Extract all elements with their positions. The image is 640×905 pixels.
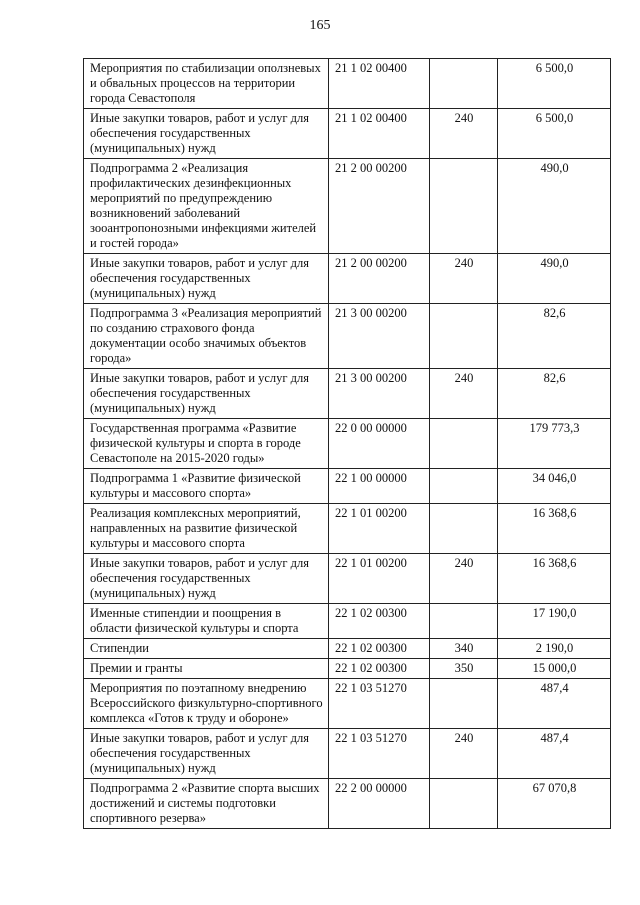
row-sum: 6 500,0	[498, 59, 611, 109]
table-row	[84, 469, 611, 504]
table-row	[84, 59, 611, 109]
row-sum: 16 368,6	[498, 504, 611, 554]
table-row	[84, 639, 611, 659]
row-expense-type	[430, 679, 498, 729]
row-sum: 16 368,6	[498, 554, 611, 604]
row-code: 22 1 02 00300	[329, 639, 430, 659]
table-row	[84, 504, 611, 554]
row-code: 22 1 02 00300	[329, 659, 430, 679]
row-code: 22 1 01 00200	[329, 504, 430, 554]
table-row	[84, 729, 611, 779]
row-name: Подпрограмма 3 «Реализация мероприятий по созданию страхового фонда документации особо значимых объектов города»	[84, 304, 329, 369]
table-row	[84, 419, 611, 469]
table-row	[84, 604, 611, 639]
row-name: Стипендии	[84, 639, 329, 659]
row-code: 21 2 00 00200	[329, 254, 430, 304]
row-code: 22 0 00 00000	[329, 419, 430, 469]
row-sum: 6 500,0	[498, 109, 611, 159]
budget-table	[83, 58, 611, 829]
table-row	[84, 109, 611, 159]
row-sum: 34 046,0	[498, 469, 611, 504]
row-expense-type	[430, 469, 498, 504]
row-code: 22 1 00 00000	[329, 469, 430, 504]
row-code: 22 1 03 51270	[329, 679, 430, 729]
row-expense-type: 240	[430, 369, 498, 419]
row-name: Иные закупки товаров, работ и услуг для обеспечения государственных (муниципальных) нужд	[84, 254, 329, 304]
row-name: Реализация комплексных мероприятий, направленных на развитие физической культуры и массового спорта	[84, 504, 329, 554]
table-row	[84, 554, 611, 604]
row-expense-type	[430, 504, 498, 554]
table-row	[84, 159, 611, 254]
row-name: Иные закупки товаров, работ и услуг для обеспечения государственных (муниципальных) нужд	[84, 109, 329, 159]
table-row	[84, 254, 611, 304]
row-expense-type	[430, 304, 498, 369]
row-code: 22 1 02 00300	[329, 604, 430, 639]
row-sum: 67 070,8	[498, 779, 611, 829]
row-name: Премии и гранты	[84, 659, 329, 679]
page-number: 165	[309, 18, 331, 33]
row-name: Именные стипендии и поощрения в области физической культуры и спорта	[84, 604, 329, 639]
row-expense-type: 240	[430, 554, 498, 604]
table-row	[84, 659, 611, 679]
row-sum: 490,0	[498, 254, 611, 304]
row-expense-type: 350	[430, 659, 498, 679]
row-sum: 15 000,0	[498, 659, 611, 679]
row-expense-type: 240	[430, 254, 498, 304]
row-sum: 82,6	[498, 369, 611, 419]
row-name: Подпрограмма 1 «Развитие физической культуры и массового спорта»	[84, 469, 329, 504]
row-expense-type	[430, 159, 498, 254]
row-code: 21 1 02 00400	[329, 109, 430, 159]
row-expense-type	[430, 59, 498, 109]
row-code: 22 1 03 51270	[329, 729, 430, 779]
row-name: Иные закупки товаров, работ и услуг для обеспечения государственных (муниципальных) нужд	[84, 554, 329, 604]
row-code: 21 1 02 00400	[329, 59, 430, 109]
row-name: Государственная программа «Развитие физической культуры и спорта в городе Севастополе на 2015-2020 годы»	[84, 419, 329, 469]
row-code: 22 2 00 00000	[329, 779, 430, 829]
row-name: Иные закупки товаров, работ и услуг для обеспечения государственных (муниципальных) нужд	[84, 729, 329, 779]
row-name: Мероприятия по поэтапному внедрению Всероссийского физкультурно-спортивного комплекса «Готов к труду и обороне»	[84, 679, 329, 729]
table-row	[84, 779, 611, 829]
row-expense-type	[430, 779, 498, 829]
row-sum: 487,4	[498, 679, 611, 729]
row-sum: 179 773,3	[498, 419, 611, 469]
row-sum: 82,6	[498, 304, 611, 369]
table-row	[84, 679, 611, 729]
row-expense-type: 240	[430, 729, 498, 779]
row-expense-type: 240	[430, 109, 498, 159]
table-row	[84, 369, 611, 419]
row-name: Подпрограмма 2 «Развитие спорта высших достижений и системы подготовки спортивного резерва»	[84, 779, 329, 829]
row-sum: 487,4	[498, 729, 611, 779]
row-code: 21 2 00 00200	[329, 159, 430, 254]
row-expense-type	[430, 419, 498, 469]
row-name: Подпрограмма 2 «Реализация профилактических дезинфекционных мероприятий по предупреждению возникновений заболеваний зооантропонозными инфекциями жителей и гостей города»	[84, 159, 329, 254]
row-expense-type: 340	[430, 639, 498, 659]
row-code: 22 1 01 00200	[329, 554, 430, 604]
row-sum: 2 190,0	[498, 639, 611, 659]
row-code: 21 3 00 00200	[329, 369, 430, 419]
row-sum: 490,0	[498, 159, 611, 254]
row-expense-type	[430, 604, 498, 639]
row-name: Мероприятия по стабилизации оползневых и обвальных процессов на территории города Севастополя	[84, 59, 329, 109]
row-code: 21 3 00 00200	[329, 304, 430, 369]
row-sum: 17 190,0	[498, 604, 611, 639]
row-name: Иные закупки товаров, работ и услуг для обеспечения государственных (муниципальных) нужд	[84, 369, 329, 419]
table-row	[84, 304, 611, 369]
